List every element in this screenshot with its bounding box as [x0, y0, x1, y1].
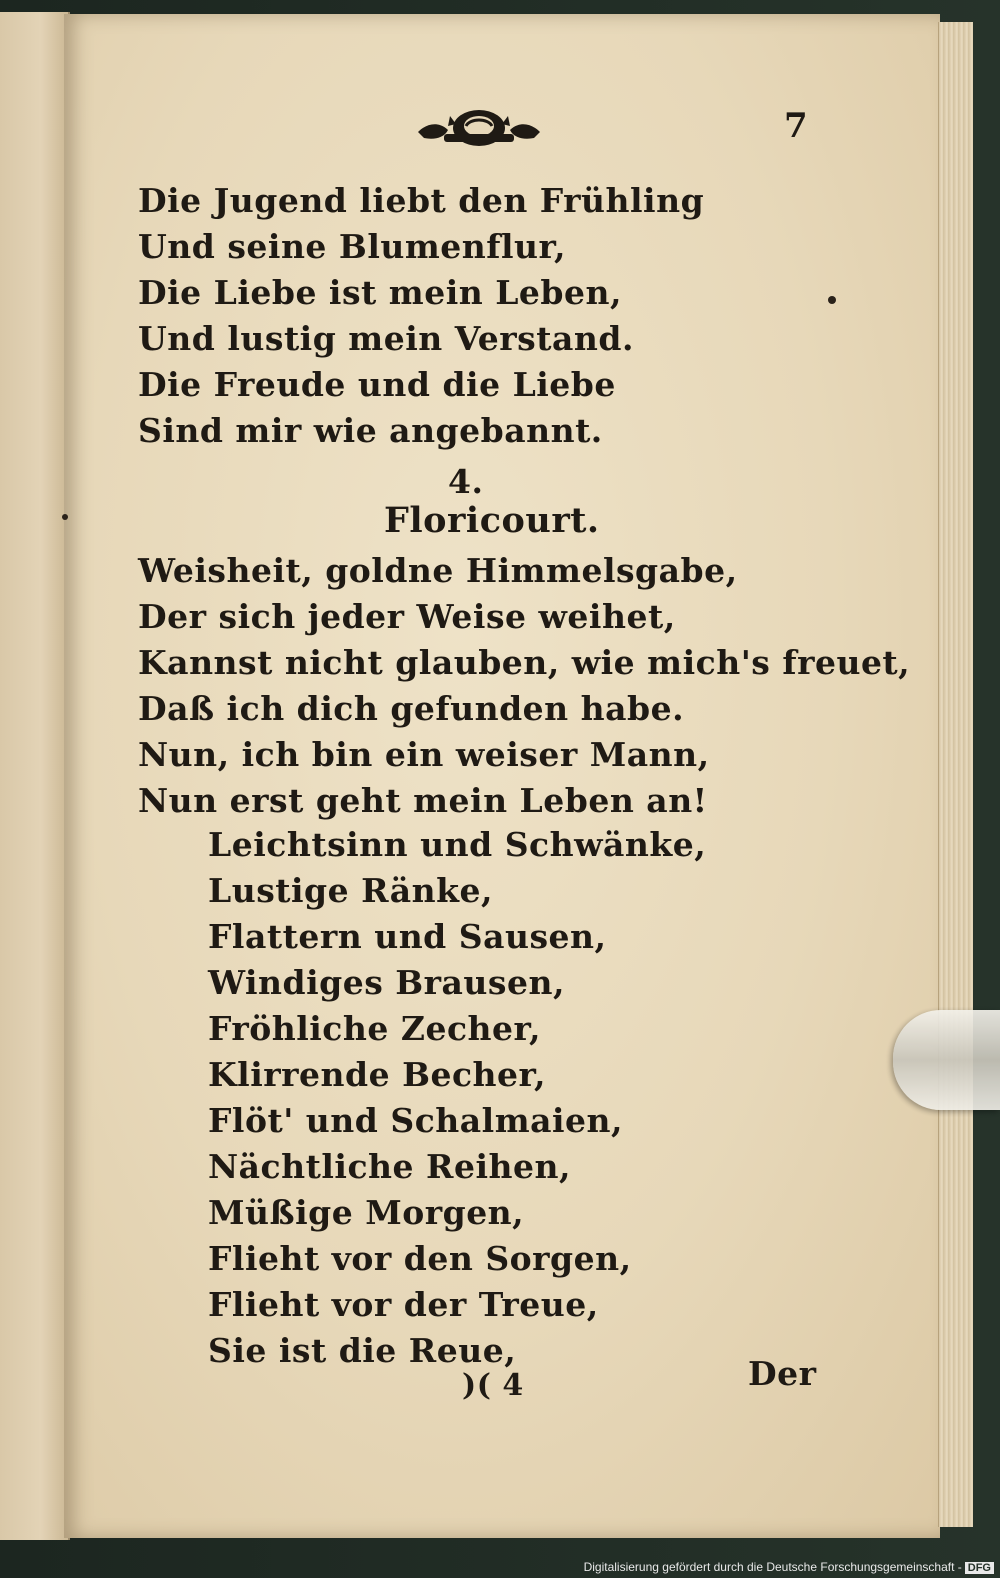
verse-line: Klirrende Becher,	[208, 1055, 547, 1094]
signature-mark: )( 4	[462, 1368, 524, 1403]
previous-page-edge	[0, 12, 70, 1540]
page-number: 7	[784, 106, 809, 146]
stanza-third-indented	[208, 822, 706, 1374]
ink-spot	[828, 296, 836, 304]
verse-line: Sie ist die Reue,	[208, 1331, 517, 1370]
section-number: 4.	[448, 462, 484, 501]
verse-line: Weisheit, goldne Himmelsgabe,	[138, 551, 738, 590]
verse-line: Flieht vor der Treue,	[208, 1285, 599, 1324]
verse-line: Fröhliche Zecher,	[208, 1009, 542, 1048]
verse-line: Daß ich dich gefunden habe.	[138, 689, 685, 728]
page-edges	[938, 22, 973, 1527]
credit-text: Digitalisierung gefördert durch die Deutsche Forschungsgemeinschaft -	[583, 1560, 962, 1574]
verse-line: Nun, ich bin ein weiser Mann,	[138, 735, 710, 774]
page-clip	[893, 1010, 1000, 1110]
catchword: Der	[748, 1354, 817, 1393]
digitization-credit	[584, 1560, 994, 1574]
stanza-second	[138, 548, 910, 824]
verse-line: Nächtliche Reihen,	[208, 1147, 571, 1186]
verse-line: Der sich jeder Weise weihet,	[138, 597, 676, 636]
verse-line: Die Jugend liebt den Frühling	[138, 181, 705, 220]
verse-line: Die Liebe ist mein Leben,	[138, 273, 622, 312]
verse-line: Flöt' und Schalmaien,	[208, 1101, 624, 1140]
dfg-logo: DFG	[965, 1562, 994, 1574]
section-title: Floricourt.	[384, 500, 600, 541]
verse-line: Die Freude und die Liebe	[138, 365, 616, 404]
verse-line: Müßige Morgen,	[208, 1193, 525, 1232]
stanza-first	[138, 178, 704, 454]
verse-line: Sind mir wie angebannt.	[138, 411, 603, 450]
verse-line: Leichtsinn und Schwänke,	[208, 825, 707, 864]
verse-line: Und seine Blumenflur,	[138, 227, 566, 266]
verse-line: Kannst nicht glauben, wie mich's freuet,	[138, 643, 911, 682]
floral-headpiece-ornament-icon	[414, 104, 544, 154]
verse-line: Lustige Ränke,	[208, 871, 494, 910]
verse-line: Flieht vor den Sorgen,	[208, 1239, 632, 1278]
verse-line: Nun erst geht mein Leben an!	[138, 781, 708, 820]
verse-line: Und lustig mein Verstand.	[138, 319, 634, 358]
verse-line: Flattern und Sausen,	[208, 917, 607, 956]
ink-spot	[62, 514, 68, 520]
verse-line: Windiges Brausen,	[208, 963, 565, 1002]
